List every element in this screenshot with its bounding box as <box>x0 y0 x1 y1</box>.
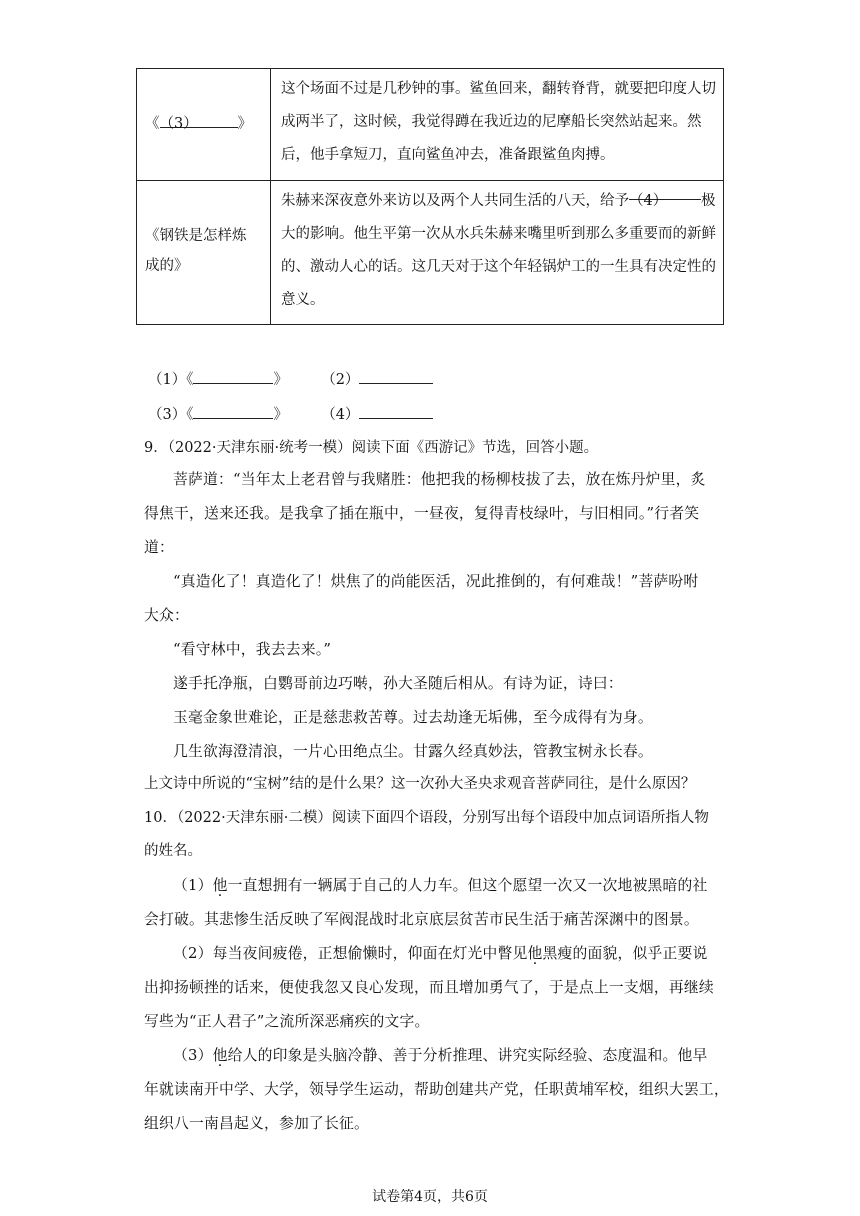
q9-passage-p4: 遂手托净瓶，白鹦哥前边巧啭，孙大圣随后相从。有诗为证，诗曰： <box>173 675 623 692</box>
q10-header-line1: 10．（2022·天津东丽·二模）阅读下面四个语段，分别写出每个语段中加点词语所指人物 <box>144 810 709 826</box>
row2-name-blank[interactable] <box>629 185 701 209</box>
answer-1-blank[interactable] <box>193 369 273 384</box>
row1-book-title-suffix: 》 <box>237 116 252 132</box>
q9-header: 9．（2022·天津东丽·统考一模）阅读下面《西游记》节选，回答小题。 <box>144 440 599 456</box>
q10-s2-line3: 写些为“正人君子”之流所深恶痛疾的文字。 <box>144 1013 430 1030</box>
row2-book-title-line1: 《钢铁是怎样炼 <box>145 228 247 244</box>
page-footer: 试卷第4页，共6页 <box>372 1189 488 1205</box>
answer-2-label: （2） <box>321 372 360 388</box>
q10-s3-line1 <box>173 1044 708 1065</box>
q9-passage-p1-line2: 得焦干，送来还我。是我拿了插在瓶中，一昼夜，复得青枝绿叶，与旧相同。”行者笑 <box>144 505 700 522</box>
q9-passage-p2-line2: 大众： <box>144 607 189 624</box>
table-divider-vertical <box>270 69 271 324</box>
row1-book-title-prefix: 《 <box>145 116 160 132</box>
q10-s1-number: （1） <box>173 877 213 894</box>
q10-s1-dotted-word: 他 <box>212 877 228 894</box>
q10-s3-line3: 组织八一南昌起义，参加了长征。 <box>144 1115 369 1132</box>
row2-excerpt-part2: 极大的影响。他生平第一次从水兵朱赫来嘴里听到那么多重要而的新鲜的、激动人心的话。这几天对于这个年轻锅炉工的一生具有决定性的意义。 <box>281 193 716 308</box>
row2-name-blank-label: （4） <box>629 193 668 209</box>
q10-s1-text: 一直想拥有一辆属于自己的人力车。但这个愿望一次又一次地被黑暗的社 <box>227 877 708 894</box>
row2-book-title-line2: 成的》 <box>145 258 189 274</box>
answer-2-blank[interactable] <box>359 369 433 384</box>
q10-s1-line2: 会打破。其悲惨生活反映了军阀混战时北京底层贫苦市民生活于痛苦深渊中的图景。 <box>144 911 699 928</box>
q9-passage-p1-line1: 菩萨道：“当年太上老君曾与我赌胜：他把我的杨柳枝拔了去，放在炼丹炉里，炙 <box>173 471 706 488</box>
q9-poem-line2: 几生欲海澄清浪，一片心田绝点尘。甘露久经真妙法，管教宝树永长春。 <box>173 743 653 760</box>
literature-table <box>136 68 724 325</box>
q10-s1-line1 <box>173 874 708 895</box>
q9-passage-p1-line3: 道： <box>144 539 174 556</box>
answer-1-end: 》 <box>273 372 288 388</box>
q9-poem-line1: 玉毫金象世难论，正是慈悲救苦尊。过去劫逢无垢佛，至今成得有为身。 <box>173 709 653 726</box>
answer-4-blank[interactable] <box>359 404 433 419</box>
answer-3-blank[interactable] <box>193 404 273 419</box>
q10-header-line2: 的姓名。 <box>144 843 202 859</box>
q9-passage-p2-line1: “真造化了！真造化了！烘焦了的尚能医活，况此推倒的，有何难哉！”菩萨吩咐 <box>173 573 699 590</box>
row1-excerpt: 这个场面不过是几秒钟的事。鲨鱼回来，翻转脊背，就要把印度人切成两半了，这时候，我觉得蹲在我近边的尼摩船长突然站起来。然后，他手拿短刀，直向鲨鱼冲去，准备跟鲨鱼肉搏。 <box>281 81 716 163</box>
q10-s3-line2: 年就读南开中学、大学，领导学生运动，帮助创建共产党，任职黄埔军校，组织大罢工， <box>144 1081 729 1098</box>
row2-book-title <box>145 221 247 281</box>
q10-s2-line2: 出抑扬顿挫的话来，便使我忽又良心发现，而且增加勇气了，于是点上一支烟，再继续 <box>144 979 714 996</box>
row2-excerpt <box>281 185 717 317</box>
q10-s3-number: （3） <box>173 1047 213 1064</box>
row2-excerpt-part1: 朱赫来深夜意外来访以及两个人共同生活的八天，给予 <box>281 193 629 209</box>
q10-s2-text-b: 黑瘦的面貌，似乎正要说 <box>542 945 708 962</box>
answer-3-end: 》 <box>273 407 288 423</box>
answer-line-1-2 <box>148 368 433 389</box>
answer-4-label: （4） <box>321 407 360 423</box>
table-divider-horizontal <box>137 180 723 181</box>
q10-s2-line1 <box>173 942 708 963</box>
answer-3-label: （3）《 <box>148 407 194 423</box>
q10-s2-text-a: （2）每当夜间疲倦，正想偷懒时，仰面在灯光中瞥见 <box>173 945 528 962</box>
answer-line-3-4 <box>148 403 433 424</box>
q9-passage-p3: “看守林中，我去去来。” <box>173 641 332 658</box>
q10-s3-dotted-word: 他 <box>212 1047 228 1064</box>
row1-title-blank[interactable] <box>159 113 238 132</box>
row1-book-title <box>145 113 252 135</box>
q10-s2-dotted-word: 他 <box>527 945 543 962</box>
row1-title-blank-label: （3） <box>159 116 198 132</box>
answer-1-label: （1）《 <box>148 372 194 388</box>
q10-s3-text: 给人的印象是头脑冷静、善于分析推理、讲究实际经验、态度温和。他早 <box>227 1047 708 1064</box>
q9-question: 上文诗中所说的“宝树”结的是什么果？这一次孙大圣央求观音菩萨同往，是什么原因？ <box>144 776 696 792</box>
